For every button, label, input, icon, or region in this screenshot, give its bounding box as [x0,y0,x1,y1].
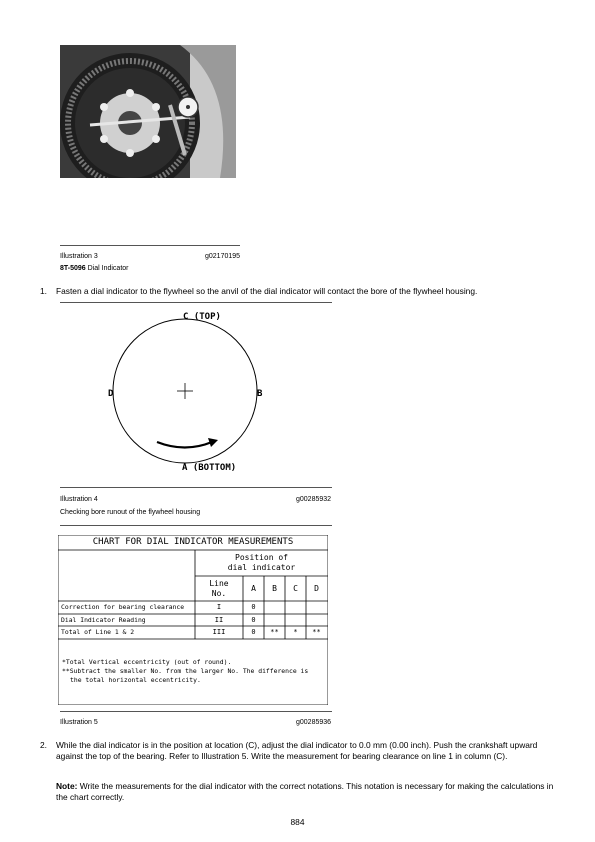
row-value-c: * [293,628,298,636]
row-line-number: III [212,628,226,636]
step-text: While the dial indicator is in the position at location (C), adjust the dial indicator to 0.0 mm (0.00 inch). Push the crankshaft upward against the top of the bearing. Refer to Illustration 5. Write the measurement for bearing clearance on line 1 in column (C). [56,740,538,761]
label-bottom: A (BOTTOM) [182,463,237,473]
step-text: Fasten a dial indicator to the flywheel so the anvil of the dial indicator will contact the bore of the flywheel housing. [56,286,478,296]
row-label: Total of Line 1 & 2 [61,628,135,636]
row-line-number: I [216,603,222,611]
line-no-header-2: No. [211,589,227,598]
chart-note: **Subtract the smaller No. from the larger No. The difference is [62,667,309,675]
part-name: Dial Indicator [87,265,129,272]
label-top: C (TOP) [183,312,221,322]
illustration-code: g00285932 [296,496,332,503]
column-header-a: A [251,584,256,593]
bore-runout-diagram [60,305,332,483]
illustration-label: Illustration 5 [60,719,98,726]
row-label: Dial Indicator Reading [61,616,146,624]
line-no-header-1: Line [209,579,229,588]
column-header-b: B [272,584,277,593]
label-right: B [257,389,263,399]
chart-note: *Total Vertical eccentricity (out of round). [62,658,232,666]
illustration-caption: Checking bore runout of the flywheel housing [60,509,201,516]
chart-title: CHART FOR DIAL INDICATOR MEASUREMENTS [92,537,294,547]
part-number: 8T-5096 [60,265,86,272]
note-text: Write the measurements for the dial indicator with the correct notations. This notation is necessary for making the calculations in the chart correctly. [56,781,554,802]
row-value-a: 0 [251,603,256,611]
column-header-d: D [314,584,319,593]
rotation-arrow [157,442,212,448]
row-value-d: ** [312,628,321,636]
column-header-c: C [293,584,298,593]
row-line-number: II [214,616,224,624]
page-number: 884 [290,817,305,827]
illustration-label: Illustration 4 [60,496,98,503]
illustration-code: g00285936 [296,719,332,726]
caption-rule [60,245,240,246]
part-caption [60,264,129,273]
caption-rule-2 [60,487,332,488]
figure-rule-top [60,525,332,526]
row-value-a: 0 [251,616,256,624]
position-header-1: Position of [235,553,288,562]
row-label: Correction for bearing clearance [61,603,185,611]
figure-rule-top [60,302,332,303]
note-paragraph [56,781,556,802]
note-label: Note: [56,781,78,791]
flywheel-photo [60,45,236,178]
flywheel-photo-graphic [60,45,236,178]
row-value-b: ** [270,628,279,636]
illustration-code: g02170195 [205,253,241,260]
caption-rule-3 [60,711,332,712]
step-number: 1. [40,286,47,296]
rotation-arrowhead [208,438,218,447]
label-left: D [108,389,114,399]
chart-note: the total horizontal eccentricity. [70,676,201,684]
illustration-label: Illustration 3 [60,253,98,260]
row-value-a: 0 [251,628,256,636]
position-header-2: dial indicator [227,563,296,572]
step-number: 2. [40,740,47,750]
